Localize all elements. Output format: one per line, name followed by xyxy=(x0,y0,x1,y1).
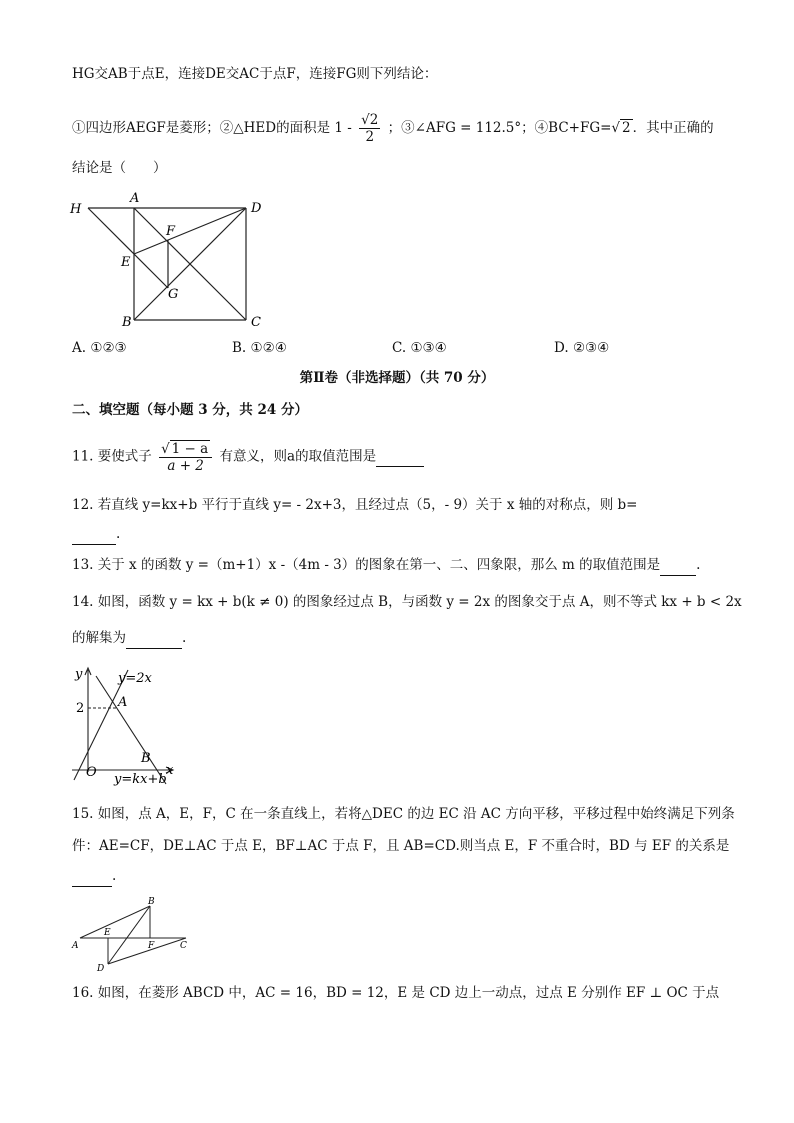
q11-answer-blank[interactable] xyxy=(376,449,424,468)
q11-fraction xyxy=(159,440,212,474)
q14-answer-blank[interactable] xyxy=(126,630,182,649)
q11 xyxy=(72,440,424,474)
q14-graph xyxy=(66,662,186,786)
q10-option-d[interactable]: D. ②③④ xyxy=(554,340,610,356)
q10-conclusion-tail: ．其中正确的 xyxy=(632,120,714,137)
q16: 16. 如图，在菱形 ABCD 中，AC = 16，BD = 12，E 是 CD 边上一动点，过点 E 分别作 EF ⊥ OC 于点 xyxy=(72,985,720,1001)
q15-label-C: C xyxy=(180,941,187,951)
q15-label-F: F xyxy=(148,941,155,951)
q14-point-A: A xyxy=(118,695,128,710)
q15-seg-BD xyxy=(108,906,150,964)
q15-label-D: D xyxy=(97,964,105,974)
q14-line2: 的解集为 . xyxy=(72,630,186,649)
q10-area-denominator: 2 xyxy=(365,129,375,146)
q14-line1: 14. 如图，函数 y = kx + b(k ≠ 0) 的图象经过点 B，与函数 y = 2x 的图象交于点 A，则不等式 kx + b < 2x xyxy=(72,594,742,610)
q14-y-label: y xyxy=(75,667,83,682)
q10-label-B: B xyxy=(122,315,132,330)
q10-figure xyxy=(66,190,276,336)
q15-seg-DC xyxy=(108,938,186,964)
q11-pre: 11. 要使式子 xyxy=(72,448,152,465)
q10-area-prefix: 1 - xyxy=(334,120,352,137)
q11-post: 有意义，则a的取值范围是 xyxy=(219,448,377,465)
q10-sqrt-sign: √ xyxy=(611,120,621,137)
q10-label-A: A xyxy=(130,191,140,206)
q10-conclusion-part1: ①四边形AEGF是菱形；②△HED的面积是 xyxy=(72,120,331,137)
q15-label-A: A xyxy=(72,941,79,951)
q14-label-kxb: y=kx+b xyxy=(114,772,167,786)
q10-label-G: G xyxy=(168,287,179,302)
q14-x-label: x xyxy=(166,763,174,778)
q10-seg-HG xyxy=(88,208,168,288)
q14-tick-2: 2 xyxy=(76,701,85,716)
q11-denominator: a + 2 xyxy=(167,458,204,475)
q11-numerator: √ 1 − a xyxy=(159,440,212,458)
q15-label-E: E xyxy=(104,928,111,938)
q12-line1: 12. 若直线 y=kx+b 平行于直线 y= - 2x+3，且经过点（5，- 9）关于 x 轴的对称点，则 b= xyxy=(72,497,638,513)
q13-answer-blank[interactable] xyxy=(660,557,696,576)
q10-seg-ED xyxy=(134,208,246,254)
q10-conclusion-part2: ；③∠AFG = 112.5°；④BC+FG= xyxy=(387,120,612,137)
q14-line-y2x xyxy=(74,670,128,780)
q12-line2: . xyxy=(72,526,120,545)
q14-label-y2x: y=2x xyxy=(118,671,152,686)
q10-label-E: E xyxy=(121,255,131,270)
section-title: 第Ⅱ卷（非选择题）（共 70 分） xyxy=(299,370,495,386)
q10-intro: HG交AB于点E，连接DE交AC于点F，连接FG则下列结论： xyxy=(72,66,438,82)
q15-seg-AB xyxy=(80,906,150,938)
q10-label-F: F xyxy=(166,224,176,239)
q10-sqrt-value: 2 xyxy=(622,120,631,137)
q10-label-D: D xyxy=(251,201,262,216)
q10-label-C: C xyxy=(251,315,261,330)
part2-title: 二、填空题（每小题 3 分，共 24 分） xyxy=(72,402,308,418)
q15-answer-blank[interactable] xyxy=(72,868,112,887)
q14-origin-label: O xyxy=(86,765,97,780)
q10-area-numerator: √2 xyxy=(361,112,379,128)
q13: 13. 关于 x 的函数 y =（m+1）x -（4m - 3）的图象在第一、二、四象限，那么 m 的取值范围是 . xyxy=(72,557,700,576)
q10-option-a[interactable]: A. ①②③ xyxy=(72,340,127,356)
q10-area-fraction xyxy=(359,112,380,145)
q15-line1: 15. 如图，点 A，E，F，C 在一条直线上，若将△DEC 的边 EC 沿 AC 方向平移，平移过程中始终满足下列条 xyxy=(72,806,735,822)
q15-line2: 件：AE=CF，DE⊥AC 于点 E，BF⊥AC 于点 F，且 AB=CD.则当点 E，F 不重合时，BD 与 EF 的关系是 xyxy=(72,838,730,854)
q10-question-end: 结论是（ ） xyxy=(72,160,167,176)
q10-option-c[interactable]: C. ①③④ xyxy=(392,340,447,356)
q12-answer-blank[interactable] xyxy=(72,526,116,545)
q10-conclusions xyxy=(72,112,714,145)
q15-label-B: B xyxy=(148,897,155,907)
q10-label-H: H xyxy=(70,202,82,217)
q14-line-kxb xyxy=(96,676,166,784)
q15-figure xyxy=(68,892,198,974)
q15-line3: . xyxy=(72,868,116,887)
q10-option-b[interactable]: B. ①②④ xyxy=(232,340,287,356)
q14-point-B: B xyxy=(141,751,151,766)
